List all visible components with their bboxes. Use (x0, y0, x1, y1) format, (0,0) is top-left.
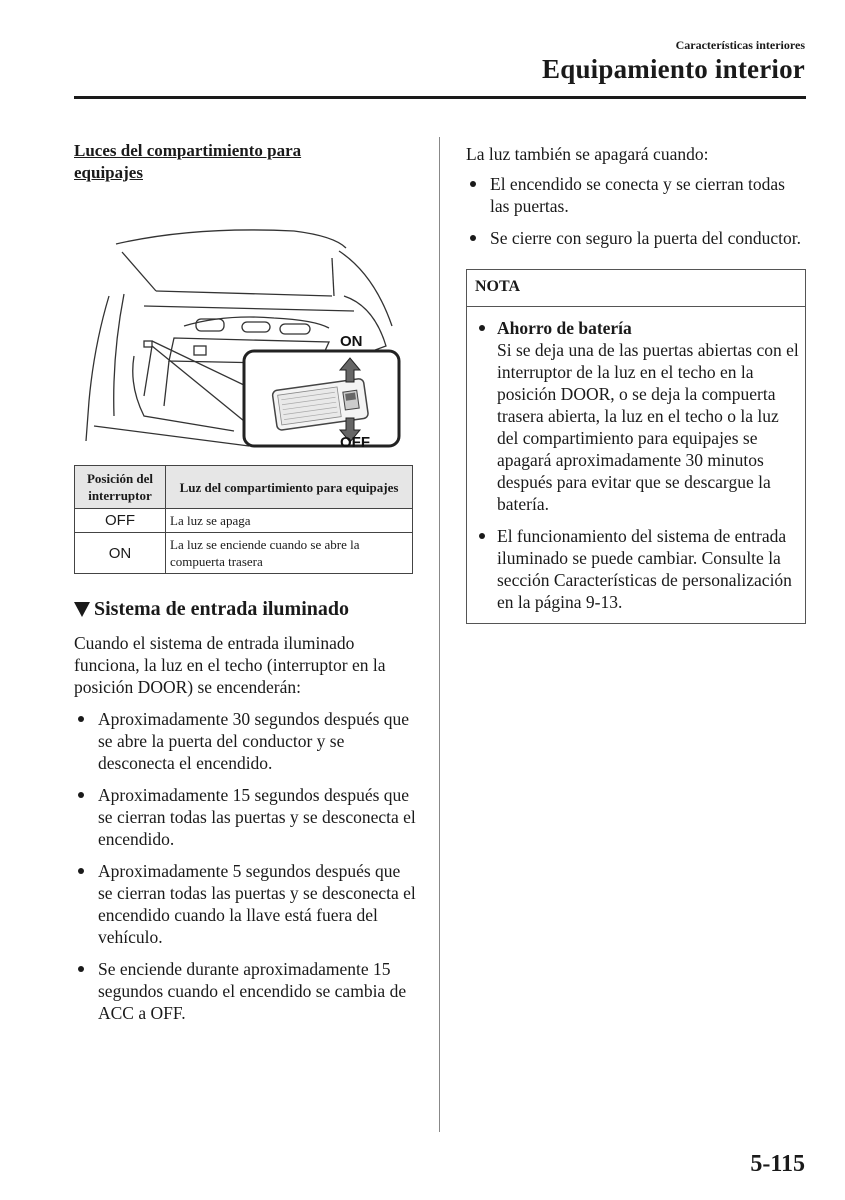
note-list (467, 317, 805, 613)
bullet-icon (78, 792, 84, 798)
note-box (466, 269, 806, 624)
position-cell: OFF (75, 509, 166, 533)
table-row (75, 533, 413, 574)
bullet-icon (78, 966, 84, 972)
list-item (74, 958, 416, 1024)
list-item-text: Aproximadamente 15 segundos después que se cierran todas las puertas y se desconecta el encendido. (98, 785, 416, 849)
header-category: Características interiores (675, 38, 805, 52)
bullet-icon (78, 716, 84, 722)
cargo-area-drawing (74, 196, 404, 451)
list-item-text: Si se deja una de las puertas abiertas con el interruptor de la luz en el techo en la posición DOOR, o se deja la compuerta trasera abierta, la luz en el techo o la luz del compartimiento para equipajes se apagará aproximadamente 30 minutos después para evitar que se descargue la batería. (497, 340, 799, 514)
illuminated-entry-list (74, 708, 416, 1024)
list-item-text: Aproximadamente 5 segundos después que se cierran todas las puertas y se desconecta el encendido cuando la llave está fuera del vehículo. (98, 861, 416, 947)
light-off-list (466, 173, 806, 249)
table-row (75, 509, 413, 533)
switch-position-table (74, 465, 413, 574)
list-item (74, 784, 416, 850)
illuminated-entry-intro: Cuando el sistema de entrada iluminado funciona, la luz en el techo (interruptor en la posición DOOR) se encenderán: (74, 633, 386, 697)
left-column (74, 140, 416, 1034)
column-header-position: Posición del interruptor (75, 466, 166, 509)
light-off-intro: La luz también se apagará cuando: (466, 144, 709, 164)
note-title: NOTA (467, 270, 805, 307)
luggage-light-heading: Luces del compartimiento para equipajes (74, 141, 302, 182)
list-item (475, 317, 799, 515)
on-position-label: ON (340, 333, 363, 350)
bullet-icon (470, 235, 476, 241)
list-item (74, 708, 416, 774)
right-column (466, 140, 806, 624)
list-item (475, 525, 799, 613)
illuminated-entry-heading (74, 596, 416, 622)
page-title: Equipamiento interior (542, 54, 805, 84)
list-item-text: Se cierre con seguro la puerta del conductor. (490, 228, 801, 248)
column-header-light: Luz del compartimiento para equipajes (166, 466, 413, 509)
bullet-icon (78, 868, 84, 874)
list-item (74, 860, 416, 948)
list-item-text: Aproximadamente 30 segundos después que se abre la puerta del conductor y se desconecta el encendido. (98, 709, 410, 773)
bullet-icon (479, 533, 485, 539)
list-item-text: Se enciende durante aproximadamente 15 segundos cuando el encendido se cambia de ACC a OFF. (98, 959, 407, 1023)
header-rule (74, 96, 806, 99)
page-number: 5-115 (750, 1151, 805, 1177)
list-item-text: El encendido se conecta y se cierran todas las puertas. (490, 174, 785, 216)
off-position-label: OFF (340, 434, 370, 451)
triangle-down-icon (74, 602, 90, 617)
bullet-icon (470, 181, 476, 187)
description-cell: La luz se enciende cuando se abre la compuerta trasera (166, 533, 413, 574)
note-item-heading: Ahorro de batería (497, 318, 632, 338)
column-divider (439, 137, 440, 1132)
bullet-icon (479, 325, 485, 331)
luggage-light-illustration (74, 196, 404, 451)
description-cell: La luz se apaga (166, 509, 413, 533)
illuminated-entry-heading-text: Sistema de entrada iluminado (94, 598, 350, 620)
list-item-text: El funcionamiento del sistema de entrada iluminado se puede cambiar. Consulte la sección Características de personalización en la página 9-13. (497, 526, 792, 612)
table-header-row (75, 466, 413, 509)
position-cell: ON (75, 533, 166, 574)
list-item (466, 227, 806, 249)
list-item (466, 173, 806, 217)
